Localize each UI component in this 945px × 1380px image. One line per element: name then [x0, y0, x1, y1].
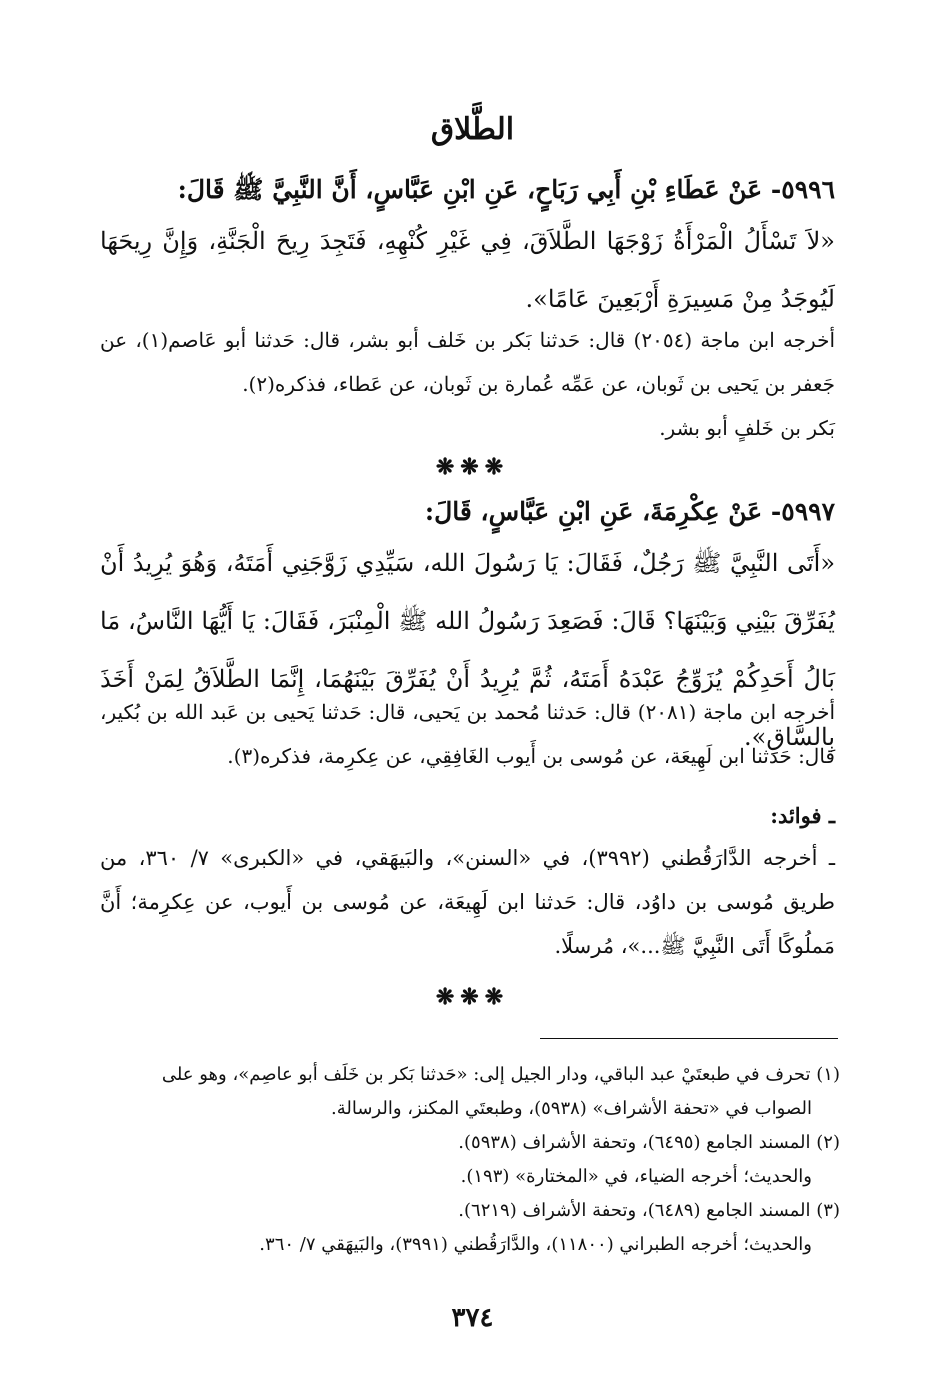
footnote-line: (٢) المسند الجامع (٦٤٩٥)، وتحفة الأشراف (٥٩٣٨). — [458, 1132, 840, 1153]
takhrij-text: أخرجه ابن ماجة (٢٠٨١) قال: حَدثنا مُحمد بن يَحيى، قال: حَدثنا يَحيى بن عَبد الله بن بُكير، قال: حَدثنا ابن لَهِيعَة، عن مُوسى بن أَيوب الغَافِقِي، عن عِكرِمة، فذكره(٣). — [100, 700, 835, 768]
footnote-line: والحديث؛ أخرجه الضياء، في «المختارة» (١٩٣). — [460, 1166, 812, 1187]
footnote-line: (١) تحرف في طبعتَيْ عبد الباقي، ودار الجيل إلى: «حَدثنا بَكر بن خَلَف أبو عاصِم»، وهو على — [161, 1064, 840, 1085]
takhrij-5997 — [100, 690, 835, 778]
hadith-5996 — [100, 168, 835, 328]
footnote-rule — [540, 1038, 838, 1039]
fawaid-text: ـ أخرجه الدَّارَقُطني (٣٩٩٢)، في «السنن»، والبَيهَقي، في «الكبرى» ٧/ ٣٦٠، من طريق مُوسى بن داوُد، قال: حَدثنا ابن لَهِيعَة، عن مُوسى بن أَيوب، عن عِكرِمة؛ أَنَّ مَملُوكًا أَتَى النَّبِيَّ ﷺ...»، مُرسلًا. — [100, 846, 835, 958]
section-separator: ❋❋❋ — [435, 984, 510, 1010]
hadith-heading: ٥٩٩٦- عَنْ عَطَاءِ بْنِ أَبِي رَبَاحٍ، عَنِ ابْنِ عَبَّاسٍ، أَنَّ النَّبِيَّ ﷺ قَالَ: — [177, 175, 835, 204]
takhrij-5996 — [100, 318, 835, 450]
footnote-line: والحديث؛ أخرجه الطبراني (١١٨٠٠)، والدَّارَقُطني (٣٩٩١)، والبَيهَقي ٧/ ٣٦٠. — [259, 1234, 812, 1255]
section-separator: ❋❋❋ — [435, 454, 510, 480]
page-number: ٣٧٤ — [451, 1303, 494, 1333]
hadith-text: «أَتَى النَّبِيَّ ﷺ رَجُلٌ، فَقَالَ: يَا رَسُولَ الله، سَيِّدِي زَوَّجَنِي أَمَتَهُ، وَهُوَ يُرِيدُ أَنْ يُفَرِّقَ بَيْنِي وَبَيْنَهَا؟ قَالَ: فَصَعِدَ رَسُولُ الله ﷺ الْمِنْبَرَ، فَقَالَ: يَا أَيُّهَا النَّاسُ، مَا بَالُ أَحَدِكُمْ يُزَوِّجُ عَبْدَهُ أَمَتَهُ، ثُمَّ يُرِيدُ أَنْ يُفَرِّقَ بَيْنَهُمَا، إِنَّمَا الطَّلاَقُ لِمَنْ أَخَذَ بِالسَّاقِ». — [100, 549, 835, 751]
footnote-line: الصواب في «تحفة الأشراف» (٥٩٣٨)، وطبعتَي المكنز، والرسالة. — [331, 1098, 812, 1119]
hadith-text: «لاَ تَسْأَلُ الْمَرْأَةُ زَوْجَهَا الطَّلاَقَ، فِي غَيْرِ كُنْهِهِ، فَتَجِدَ رِيحَ الْجَنَّةِ، وَإِنَّ رِيحَهَا لَيُوجَدُ مِنْ مَسِيرَةِ أَرْبَعِينَ عَامًا». — [100, 227, 835, 313]
takhrij-text: أخرجه ابن ماجة (٢٠٥٤) قال: حَدثنا بَكر بن خَلف أبو بشر، قال: حَدثنا أبو عَاصم(١)، عن جَعفر بن يَحيى بن ثَوبان، عن عَمِّه عُمارة بن ثَوبان، عن عَطاء، فذكره(٢). — [100, 328, 835, 396]
footnotes — [100, 1058, 840, 1262]
hadith-heading: ٥٩٩٧- عَنْ عِكْرِمَةَ، عَنِ ابْنِ عَبَّاسٍ، قَالَ: — [424, 497, 835, 526]
narrator-note: بَكر بن خَلفٍ أبو بشر. — [659, 416, 835, 440]
footnote-line: (٣) المسند الجامع (٦٤٨٩)، وتحفة الأشراف (٦٢١٩). — [458, 1200, 840, 1221]
fawaid-title: ـ فوائد: — [770, 803, 835, 828]
chapter-title: الطَّلاق — [430, 112, 515, 147]
fawaid-section — [100, 796, 835, 968]
